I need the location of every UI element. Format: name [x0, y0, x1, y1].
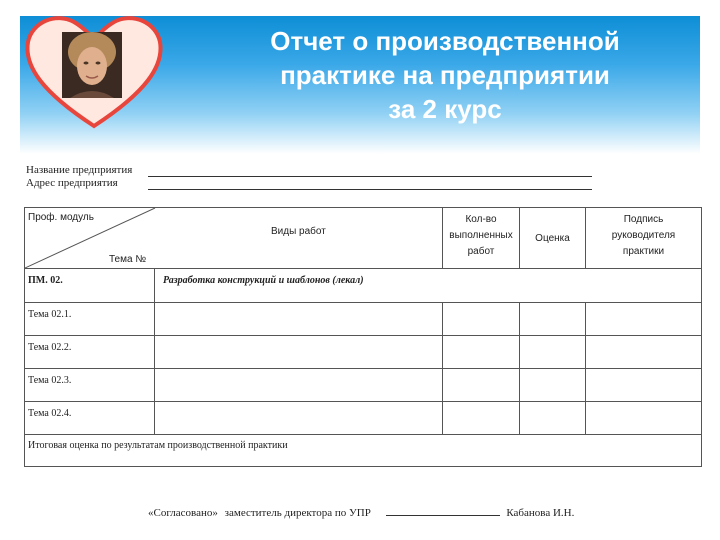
- grade-cell[interactable]: [520, 369, 586, 402]
- approval-name: Кабанова И.Н.: [506, 507, 575, 519]
- module-row: [25, 269, 702, 303]
- title-line-1: Отчет о производственной: [270, 26, 620, 56]
- signature-cell[interactable]: [586, 369, 702, 402]
- grade-cell[interactable]: [520, 336, 586, 369]
- title-line-3: за 2 курс: [388, 94, 502, 124]
- company-address-field[interactable]: [148, 189, 592, 190]
- table-row: [25, 336, 702, 369]
- grade-cell[interactable]: [520, 402, 586, 435]
- signature-header-line: Подпись: [623, 214, 664, 225]
- signature-cell[interactable]: [586, 402, 702, 435]
- table-row: [25, 303, 702, 336]
- signature-cell[interactable]: [586, 303, 702, 336]
- topic-label: Тема №: [109, 254, 147, 265]
- practice-table: [24, 207, 702, 467]
- topic-cell: Тема 02.1.: [25, 303, 155, 336]
- company-name-label: Название предприятия: [26, 164, 133, 176]
- count-cell[interactable]: [443, 336, 520, 369]
- report-title: [230, 24, 660, 126]
- count-header-line: работ: [467, 246, 495, 257]
- module-code: ПМ. 02.: [25, 269, 155, 303]
- count-cell[interactable]: [443, 369, 520, 402]
- final-grade-row: [25, 435, 702, 467]
- module-title: Разработка конструкций и шаблонов (лекал): [155, 269, 702, 303]
- count-cell[interactable]: [443, 303, 520, 336]
- signature-header-line: руководителя: [611, 230, 676, 241]
- count-header-line: Кол-во: [465, 214, 497, 225]
- approval-line: [148, 505, 574, 519]
- company-address-label: Адрес предприятия: [26, 177, 118, 189]
- final-grade-label: Итоговая оценка по результатам производственной практики: [25, 435, 702, 467]
- signature-header-line: практики: [622, 246, 665, 257]
- work-cell[interactable]: [155, 336, 443, 369]
- module-label: Проф. модуль: [28, 212, 94, 223]
- table-row: [25, 402, 702, 435]
- count-header: [443, 208, 520, 269]
- signature-header: [586, 208, 702, 269]
- works-label: Виды работ: [271, 226, 326, 237]
- student-photo: [62, 32, 122, 98]
- topic-cell: Тема 02.4.: [25, 402, 155, 435]
- work-cell[interactable]: [155, 369, 443, 402]
- table-row: [25, 369, 702, 402]
- work-cell[interactable]: [155, 402, 443, 435]
- header-row: [25, 208, 702, 269]
- work-cell[interactable]: [155, 303, 443, 336]
- topic-cell: Тема 02.3.: [25, 369, 155, 402]
- approval-position: заместитель директора по УПР: [224, 507, 371, 519]
- approval-signature-field[interactable]: [386, 505, 500, 516]
- title-line-2: практике на предприятии: [280, 60, 610, 90]
- signature-cell[interactable]: [586, 336, 702, 369]
- approval-agreed: «Согласовано»: [148, 507, 218, 519]
- count-cell[interactable]: [443, 402, 520, 435]
- company-name-field[interactable]: [148, 176, 592, 177]
- count-header-line: выполненных: [449, 230, 513, 241]
- grade-cell[interactable]: [520, 303, 586, 336]
- topic-cell: Тема 02.2.: [25, 336, 155, 369]
- header-diagonal-cell: [25, 208, 443, 269]
- grade-header: Оценка: [520, 208, 586, 269]
